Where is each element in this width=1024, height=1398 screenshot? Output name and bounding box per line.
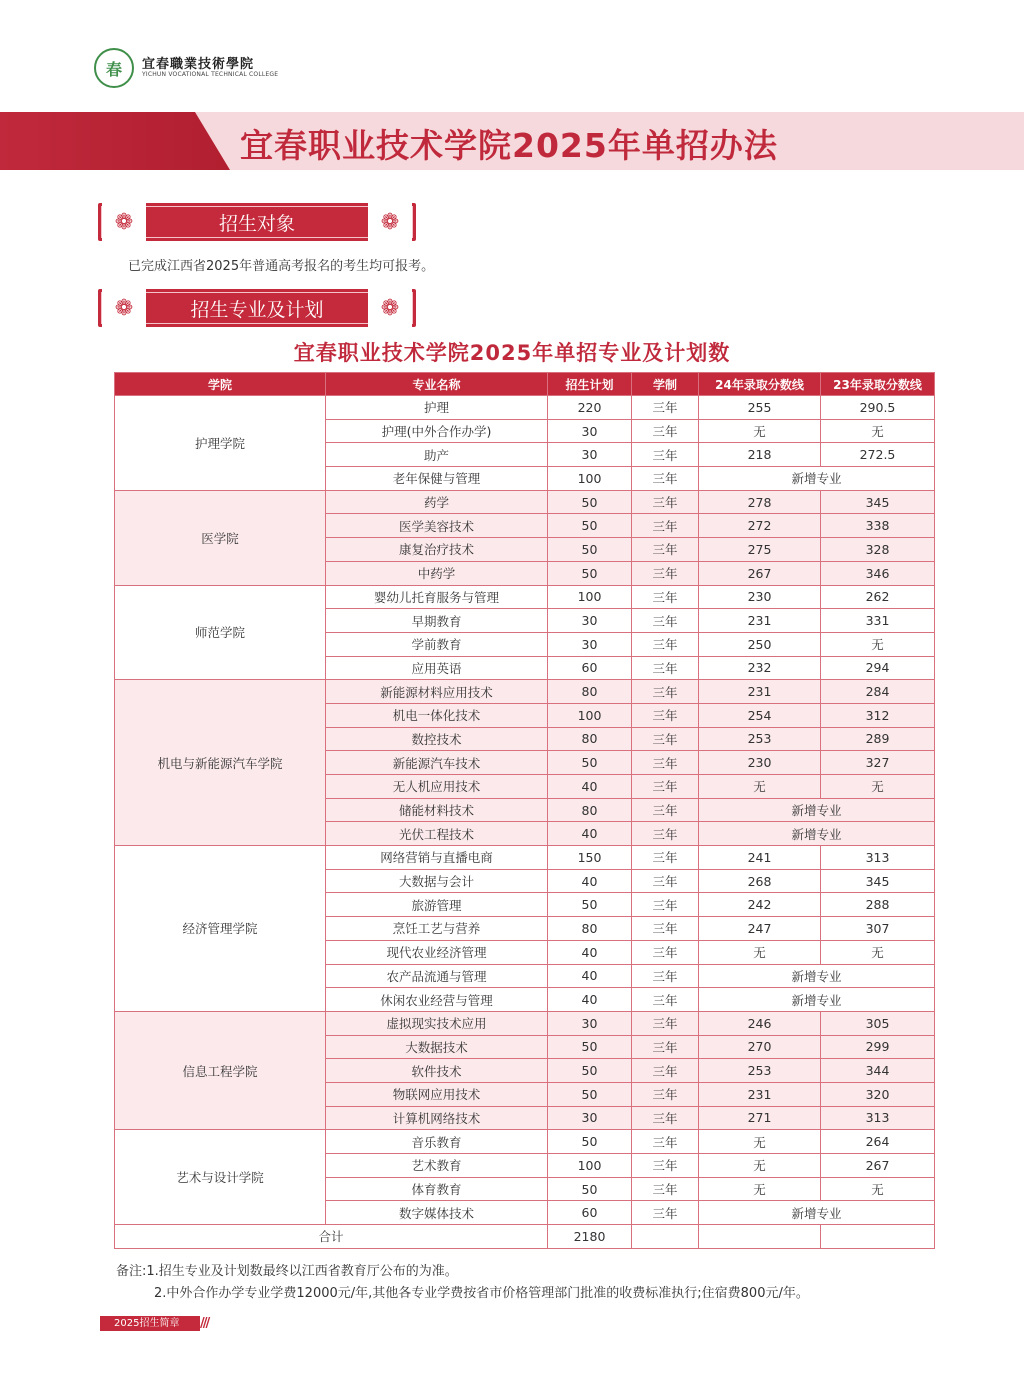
score-2024-cell: 242 (699, 893, 821, 917)
flower-ornament-icon: ❁ (102, 203, 146, 241)
major-cell: 新能源材料应用技术 (326, 680, 548, 704)
years-cell: 三年 (632, 917, 699, 941)
score-2023-cell: 272.5 (821, 443, 935, 467)
plan-cell: 80 (548, 727, 632, 751)
years-cell: 三年 (632, 1011, 699, 1035)
column-header: 学院 (115, 373, 326, 396)
plan-cell: 50 (548, 490, 632, 514)
score-2023-cell: 345 (821, 869, 935, 893)
plan-cell: 40 (548, 964, 632, 988)
major-cell: 计算机网络技术 (326, 1106, 548, 1130)
years-cell: 三年 (632, 1154, 699, 1178)
score-2023-cell: 305 (821, 1011, 935, 1035)
table-row (115, 680, 935, 704)
years-cell: 三年 (632, 585, 699, 609)
note-line: 2.中外合作办学专业学费12000元/年,其他各专业学费按省市价格管理部门批准的收费标准执行;住宿费800元/年。 (154, 1286, 809, 1301)
footer-slashes: /// (200, 1316, 209, 1331)
score-2023-cell: 313 (821, 1106, 935, 1130)
score-2024-cell: 246 (699, 1011, 821, 1035)
score-2023-cell: 345 (821, 490, 935, 514)
score-2024-cell: 231 (699, 680, 821, 704)
major-cell: 艺术教育 (326, 1154, 548, 1178)
score-2024-cell: 232 (699, 656, 821, 680)
score-2023-cell: 284 (821, 680, 935, 704)
years-cell: 三年 (632, 514, 699, 538)
years-cell: 三年 (632, 656, 699, 680)
score-2024-cell: 231 (699, 1082, 821, 1106)
years-cell: 三年 (632, 822, 699, 846)
college-cell: 医学院 (115, 490, 326, 585)
major-cell: 应用英语 (326, 656, 548, 680)
empty-cell (699, 1225, 821, 1249)
major-cell: 休闲农业经营与管理 (326, 988, 548, 1012)
flower-ornament-icon: ❁ (368, 203, 412, 241)
score-2023-cell: 294 (821, 656, 935, 680)
score-2024-cell: 218 (699, 443, 821, 467)
years-cell: 三年 (632, 561, 699, 585)
column-header: 招生计划 (548, 373, 632, 396)
score-2023-cell: 无 (821, 1177, 935, 1201)
new-major-cell: 新增专业 (699, 798, 935, 822)
section-title: 招生专业及计划 (190, 299, 324, 321)
college-cell: 艺术与设计学院 (115, 1130, 326, 1225)
major-cell: 婴幼儿托育服务与管理 (326, 585, 548, 609)
target-description: 已完成江西省2025年普通高考报名的考生均可报考。 (128, 259, 435, 274)
note-line: 备注:1.招生专业及计划数最终以江西省教育厅公布的为准。 (116, 1264, 458, 1279)
college-cell: 护理学院 (115, 396, 326, 491)
plan-cell: 50 (548, 1130, 632, 1154)
plan-cell: 50 (548, 893, 632, 917)
table-row (115, 1130, 935, 1154)
years-cell: 三年 (632, 632, 699, 656)
notes (116, 1261, 809, 1305)
score-2023-cell: 264 (821, 1130, 935, 1154)
score-2024-cell: 230 (699, 751, 821, 775)
years-cell: 三年 (632, 1201, 699, 1225)
score-2024-cell: 267 (699, 561, 821, 585)
major-cell: 储能材料技术 (326, 798, 548, 822)
plan-cell: 50 (548, 1035, 632, 1059)
score-2023-cell: 338 (821, 514, 935, 538)
major-cell: 数字媒体技术 (326, 1201, 548, 1225)
logo-name-en: YICHUN VOCATIONAL TECHNICAL COLLEGE (142, 70, 279, 78)
plan-cell: 220 (548, 396, 632, 420)
score-2024-cell: 275 (699, 538, 821, 562)
score-2023-cell: 无 (821, 940, 935, 964)
score-2023-cell: 267 (821, 1154, 935, 1178)
major-cell: 体育教育 (326, 1177, 548, 1201)
score-2023-cell: 288 (821, 893, 935, 917)
score-2024-cell: 253 (699, 727, 821, 751)
years-cell: 三年 (632, 751, 699, 775)
flower-ornament-icon: ❁ (102, 289, 146, 327)
plan-cell: 60 (548, 656, 632, 680)
years-cell: 三年 (632, 869, 699, 893)
years-cell: 三年 (632, 964, 699, 988)
table-row (115, 1011, 935, 1035)
score-2024-cell: 254 (699, 703, 821, 727)
plan-cell: 30 (548, 443, 632, 467)
years-cell: 三年 (632, 798, 699, 822)
years-cell: 三年 (632, 680, 699, 704)
score-2024-cell: 241 (699, 846, 821, 870)
plan-cell: 30 (548, 1011, 632, 1035)
plan-cell: 50 (548, 751, 632, 775)
plan-cell: 30 (548, 419, 632, 443)
score-2024-cell: 230 (699, 585, 821, 609)
column-header: 学制 (632, 373, 699, 396)
major-cell: 药学 (326, 490, 548, 514)
table-row (115, 585, 935, 609)
major-cell: 烹饪工艺与营养 (326, 917, 548, 941)
years-cell: 三年 (632, 703, 699, 727)
score-2023-cell: 290.5 (821, 396, 935, 420)
table-body (115, 396, 935, 1249)
major-cell: 虚拟现实技术应用 (326, 1011, 548, 1035)
plan-cell: 40 (548, 940, 632, 964)
major-cell: 大数据与会计 (326, 869, 548, 893)
table-row (115, 846, 935, 870)
new-major-cell: 新增专业 (699, 1201, 935, 1225)
score-2024-cell: 无 (699, 419, 821, 443)
college-emblem-icon: 春 (94, 48, 134, 88)
new-major-cell: 新增专业 (699, 964, 935, 988)
score-2023-cell: 331 (821, 609, 935, 633)
title-banner (0, 112, 1024, 170)
score-2023-cell: 289 (821, 727, 935, 751)
plan-cell: 50 (548, 1082, 632, 1106)
score-2024-cell: 无 (699, 1154, 821, 1178)
years-cell: 三年 (632, 1059, 699, 1083)
score-2024-cell: 250 (699, 632, 821, 656)
college-cell: 经济管理学院 (115, 846, 326, 1012)
section-header-target (98, 203, 416, 241)
score-2023-cell: 313 (821, 846, 935, 870)
years-cell: 三年 (632, 609, 699, 633)
major-cell: 数控技术 (326, 727, 548, 751)
score-2024-cell: 无 (699, 1177, 821, 1201)
score-2024-cell: 无 (699, 940, 821, 964)
score-2023-cell: 327 (821, 751, 935, 775)
years-cell: 三年 (632, 396, 699, 420)
plan-cell: 50 (548, 1177, 632, 1201)
major-cell: 护理 (326, 396, 548, 420)
college-cell: 机电与新能源汽车学院 (115, 680, 326, 846)
table-row (115, 490, 935, 514)
years-cell: 三年 (632, 538, 699, 562)
major-cell: 音乐教育 (326, 1130, 548, 1154)
major-cell: 护理(中外合作办学) (326, 419, 548, 443)
total-value: 2180 (548, 1225, 632, 1249)
years-cell: 三年 (632, 893, 699, 917)
new-major-cell: 新增专业 (699, 822, 935, 846)
flower-ornament-icon: ❁ (368, 289, 412, 327)
major-cell: 网络营销与直播电商 (326, 846, 548, 870)
major-cell: 农产品流通与管理 (326, 964, 548, 988)
years-cell: 三年 (632, 1177, 699, 1201)
table-title: 宜春职业技术学院2025年单招专业及计划数 (293, 341, 731, 365)
years-cell: 三年 (632, 467, 699, 491)
empty-cell (821, 1225, 935, 1249)
college-cell: 信息工程学院 (115, 1011, 326, 1129)
new-major-cell: 新增专业 (699, 988, 935, 1012)
score-2024-cell: 无 (699, 1130, 821, 1154)
section-title: 招生对象 (218, 213, 295, 235)
score-2023-cell: 无 (821, 419, 935, 443)
new-major-cell: 新增专业 (699, 467, 935, 491)
major-cell: 助产 (326, 443, 548, 467)
plan-cell: 80 (548, 917, 632, 941)
logo-text (142, 58, 278, 79)
banner-decoration (0, 112, 230, 170)
section-header-plan (98, 289, 416, 327)
plan-cell: 40 (548, 775, 632, 799)
years-cell: 三年 (632, 443, 699, 467)
plan-cell: 50 (548, 514, 632, 538)
plan-cell: 30 (548, 609, 632, 633)
score-2024-cell: 270 (699, 1035, 821, 1059)
footer-label: 2025招生简章 (100, 1316, 200, 1331)
table-row (115, 396, 935, 420)
plan-cell: 30 (548, 632, 632, 656)
years-cell: 三年 (632, 846, 699, 870)
major-cell: 无人机应用技术 (326, 775, 548, 799)
major-cell: 早期教育 (326, 609, 548, 633)
major-cell: 大数据技术 (326, 1035, 548, 1059)
major-cell: 老年保健与管理 (326, 467, 548, 491)
page-title: 宜春职业技术学院2025年单招办法 (240, 126, 778, 165)
column-header: 24年录取分数线 (699, 373, 821, 396)
score-2023-cell: 262 (821, 585, 935, 609)
plan-cell: 80 (548, 680, 632, 704)
years-cell: 三年 (632, 988, 699, 1012)
table-header-row (115, 373, 935, 396)
major-cell: 旅游管理 (326, 893, 548, 917)
score-2024-cell: 255 (699, 396, 821, 420)
major-cell: 中药学 (326, 561, 548, 585)
plan-cell: 150 (548, 846, 632, 870)
years-cell: 三年 (632, 1106, 699, 1130)
score-2023-cell: 344 (821, 1059, 935, 1083)
score-2024-cell: 无 (699, 775, 821, 799)
major-cell: 学前教育 (326, 632, 548, 656)
major-cell: 物联网应用技术 (326, 1082, 548, 1106)
plan-cell: 50 (548, 1059, 632, 1083)
total-row (115, 1225, 935, 1249)
major-cell: 康复治疗技术 (326, 538, 548, 562)
enrollment-table (114, 372, 935, 1249)
years-cell: 三年 (632, 727, 699, 751)
score-2023-cell: 无 (821, 632, 935, 656)
score-2023-cell: 346 (821, 561, 935, 585)
empty-cell (632, 1225, 699, 1249)
score-2024-cell: 253 (699, 1059, 821, 1083)
major-cell: 软件技术 (326, 1059, 548, 1083)
total-label: 合计 (115, 1225, 548, 1249)
years-cell: 三年 (632, 940, 699, 964)
years-cell: 三年 (632, 1082, 699, 1106)
plan-cell: 60 (548, 1201, 632, 1225)
score-2024-cell: 271 (699, 1106, 821, 1130)
score-2024-cell: 247 (699, 917, 821, 941)
plan-cell: 100 (548, 1154, 632, 1178)
score-2023-cell: 312 (821, 703, 935, 727)
years-cell: 三年 (632, 775, 699, 799)
major-cell: 医学美容技术 (326, 514, 548, 538)
column-header: 专业名称 (326, 373, 548, 396)
years-cell: 三年 (632, 490, 699, 514)
major-cell: 光伏工程技术 (326, 822, 548, 846)
years-cell: 三年 (632, 1035, 699, 1059)
score-2023-cell: 307 (821, 917, 935, 941)
score-2024-cell: 272 (699, 514, 821, 538)
plan-cell: 100 (548, 703, 632, 727)
college-cell: 师范学院 (115, 585, 326, 680)
score-2024-cell: 278 (699, 490, 821, 514)
plan-cell: 40 (548, 869, 632, 893)
plan-cell: 50 (548, 538, 632, 562)
college-logo (94, 48, 278, 88)
plan-cell: 30 (548, 1106, 632, 1130)
plan-cell: 80 (548, 798, 632, 822)
plan-cell: 40 (548, 822, 632, 846)
plan-cell: 40 (548, 988, 632, 1012)
major-cell: 机电一体化技术 (326, 703, 548, 727)
plan-cell: 50 (548, 561, 632, 585)
score-2023-cell: 328 (821, 538, 935, 562)
score-2024-cell: 231 (699, 609, 821, 633)
years-cell: 三年 (632, 419, 699, 443)
major-cell: 现代农业经济管理 (326, 940, 548, 964)
score-2023-cell: 320 (821, 1082, 935, 1106)
score-2023-cell: 299 (821, 1035, 935, 1059)
years-cell: 三年 (632, 1130, 699, 1154)
plan-cell: 100 (548, 585, 632, 609)
score-2024-cell: 268 (699, 869, 821, 893)
plan-cell: 100 (548, 467, 632, 491)
score-2023-cell: 无 (821, 775, 935, 799)
logo-name-cn: 宜春職業技術學院 (142, 56, 255, 72)
column-header: 23年录取分数线 (821, 373, 935, 396)
major-cell: 新能源汽车技术 (326, 751, 548, 775)
